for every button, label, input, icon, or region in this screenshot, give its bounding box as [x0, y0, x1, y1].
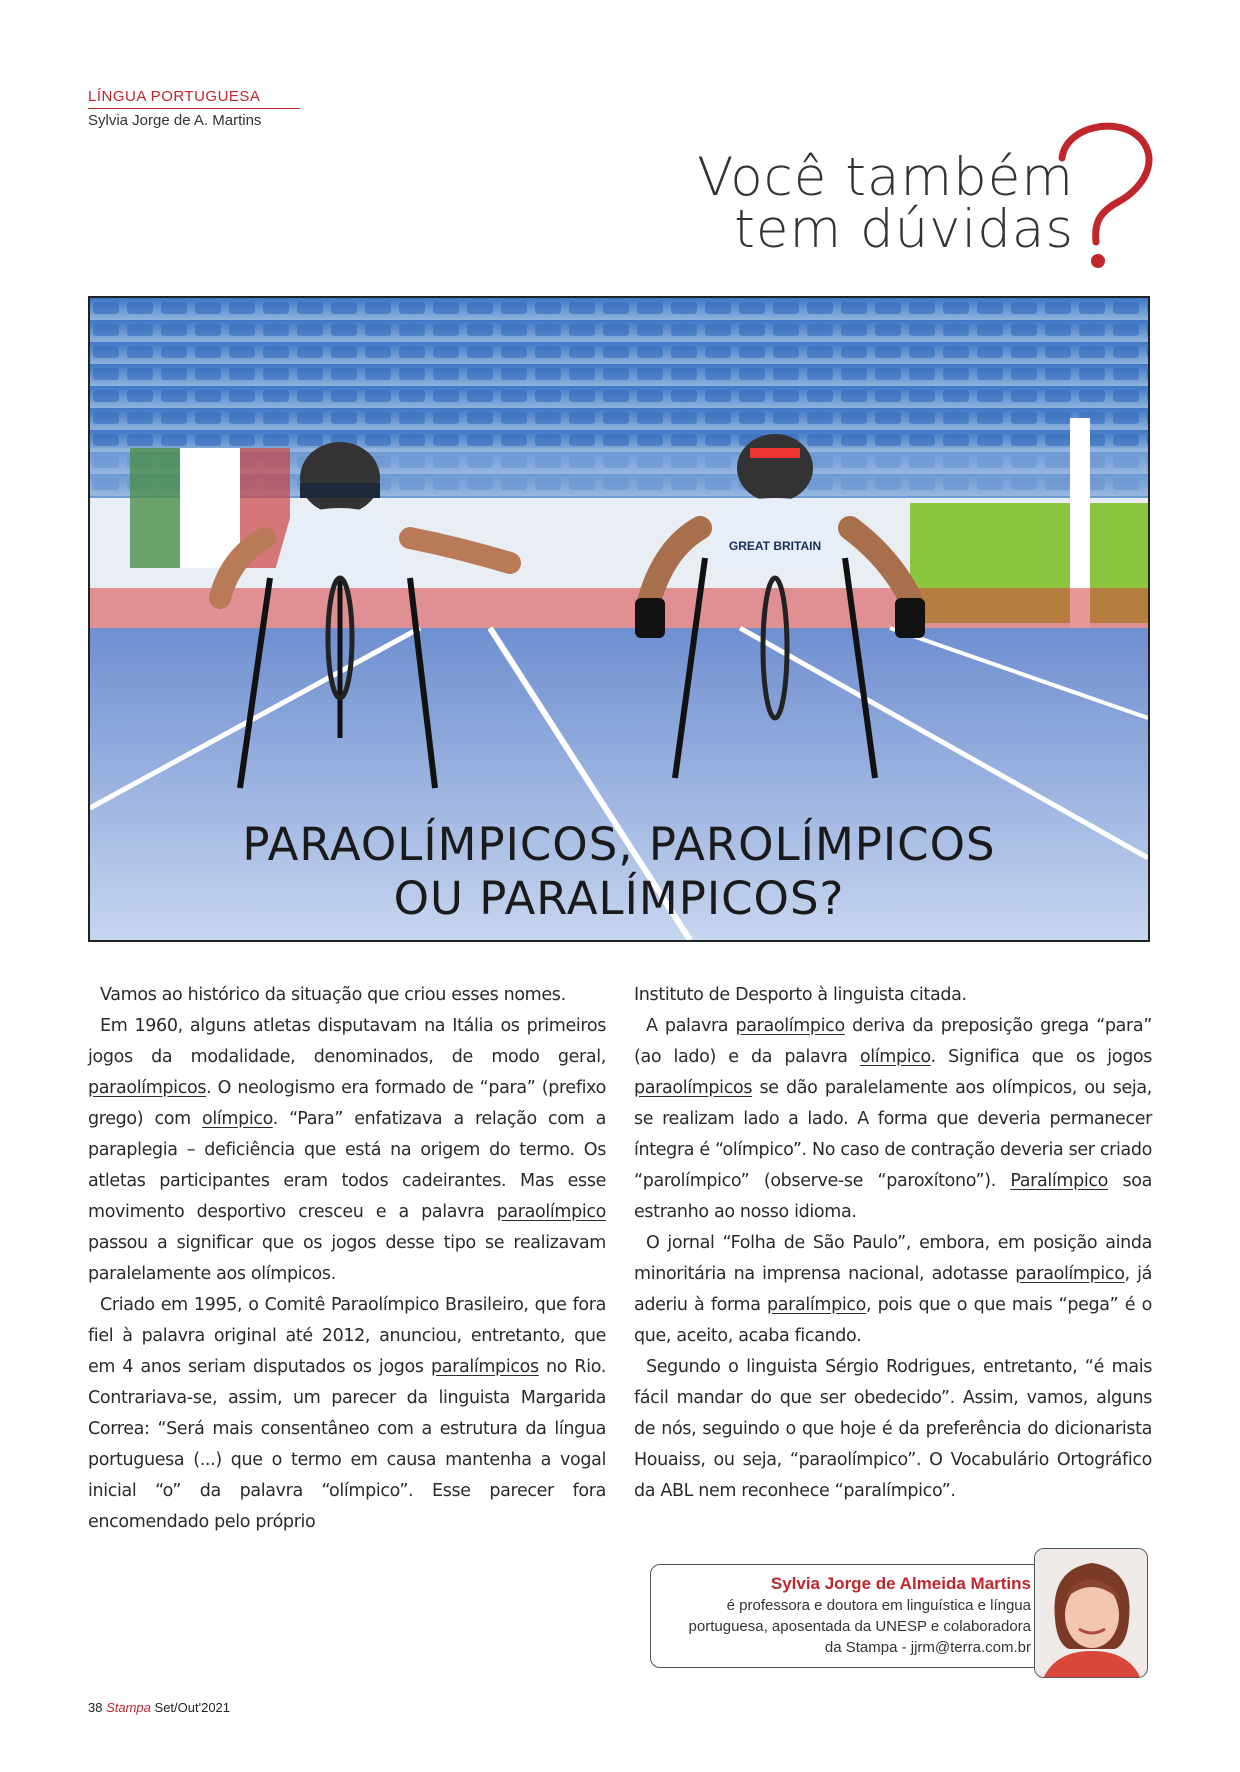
- article-paragraph: [88, 1290, 606, 1538]
- author-line: Sylvia Jorge de A. Martins: [88, 112, 262, 129]
- article-paragraph: [88, 980, 606, 1011]
- bio-line-3: da Stampa - jjrm@terra.com.br: [824, 1639, 1031, 1656]
- paragraph-text: Segundo o linguista Sérgio Rodrigues, entretanto, “é mais fácil mandar do que ser obedecido”. Assim, vamos, alguns de nós, seguindo o que hoje é da preferência do dicionarista Houaiss, ou seja, “paraolímpico”. O Vocabulário Ortográfico da ABL nem reconhece “paralímpico”.: [634, 1357, 1152, 1501]
- underlined-term: Paralímpico: [1010, 1171, 1109, 1191]
- underlined-term: olímpico: [859, 1047, 931, 1067]
- article-paragraph: [634, 1228, 1152, 1352]
- paragraph-text: . “Para” enfatizava a relação com a paraplegia – deficiência que está na origem do termo. Os atletas participantes eram todos cadeirantes. Mas esse movimento desportivo cresceu e a palavra: [88, 1109, 606, 1222]
- article-paragraph: [634, 1011, 1152, 1228]
- section-label: LÍNGUA PORTUGUESA: [88, 88, 261, 105]
- page-footer: [88, 1700, 230, 1715]
- paragraph-text: Em 1960, alguns atletas disputavam na Itália os primeiros jogos da modalidade, denominados, de modo geral,: [88, 1016, 606, 1067]
- paragraph-text: Vamos ao histórico da situação que criou esses nomes.: [100, 985, 566, 1005]
- article-title-line-1: PARAOLÍMPICOS, PAROLÍMPICOS: [242, 818, 996, 871]
- underlined-term: paraolímpico: [1015, 1264, 1125, 1284]
- headline: [697, 147, 1074, 260]
- underlined-term: paraolímpico: [735, 1016, 845, 1036]
- paragraph-text: O jornal “Folha de São Paulo”, embora, em posição ainda minoritária na imprensa nacional, adotasse: [634, 1233, 1152, 1284]
- question-mark-icon: [1048, 118, 1158, 272]
- issue-date: Set/Out'2021: [154, 1700, 231, 1715]
- paragraph-text: soa estranho ao nosso idioma.: [634, 1171, 1152, 1222]
- paragraph-text: , já aderiu à forma: [634, 1264, 1152, 1315]
- paragraph-text: passou a significar que os jogos desse tipo se realizavam paralelamente aos olímpicos.: [88, 1233, 606, 1284]
- magazine-brand: Stampa: [106, 1700, 151, 1715]
- paragraph-text: . O neologismo era formado de “para” (prefixo grego) com: [88, 1078, 606, 1129]
- headline-line-1: Você também: [697, 147, 1074, 208]
- hero-image: [88, 296, 1150, 942]
- paragraph-text: no Rio. Contrariava-se, assim, um parecer da linguista Margarida Correa: “Será mais consentâneo com a estrutura da língua portuguesa (...) que o termo em causa mantenha a vogal inicial “o” da palavra “olímpico”. Esse parecer fora encomendado pelo próprio: [88, 1357, 607, 1532]
- paragraph-text: , pois que o que mais “pega” é o que, aceito, acaba ficando.: [634, 1295, 1152, 1346]
- bio-line-2: portuguesa, aposentada da UNESP e colaboradora: [688, 1618, 1031, 1635]
- paragraph-text: se dão paralelamente aos olímpicos, ou seja, se realizam lado a lado. A forma que deveria permanecer íntegra é “olímpico”. No caso de contração deveria ser criado “parolímpico” (observe-se “paroxítono”).: [634, 1078, 1152, 1191]
- article-column-left: [88, 980, 606, 1538]
- author-portrait-icon: [1035, 1549, 1148, 1678]
- article-title: [90, 818, 1148, 926]
- paragraph-text: Criado em 1995, o Comitê Paraolímpico Brasileiro, que fora fiel à palavra original até 2012, anunciou, entretanto, que em 4 anos seriam disputados os jogos: [88, 1295, 606, 1377]
- underlined-term: paraolímpicos: [88, 1078, 207, 1098]
- bio-name: Sylvia Jorge de Almeida Martins: [770, 1574, 1031, 1593]
- paragraph-text: . Significa que os jogos: [930, 1047, 1152, 1067]
- underlined-term: paraolímpicos: [634, 1078, 753, 1098]
- underlined-term: paraolímpico: [496, 1202, 606, 1222]
- underlined-term: olímpico: [202, 1109, 273, 1129]
- article-title-line-2: OU PARALÍMPICOS?: [393, 872, 845, 925]
- section-divider: [88, 108, 300, 109]
- article-column-right: [634, 980, 1152, 1507]
- article-paragraph: [88, 1011, 606, 1290]
- paragraph-text: Instituto de Desporto à linguista citada.: [634, 985, 967, 1005]
- underlined-term: paralímpicos: [430, 1357, 539, 1377]
- headline-line-2: tem dúvidas: [734, 199, 1074, 260]
- article-paragraph: [634, 980, 1152, 1011]
- page-number: 38: [88, 1700, 103, 1715]
- jersey-text: GREAT BRITAIN: [728, 539, 822, 553]
- paragraph-text: A palavra: [646, 1016, 736, 1036]
- underlined-term: paralímpico: [767, 1295, 867, 1315]
- bio-line-1: é professora e doutora em linguística e língua: [726, 1597, 1031, 1614]
- article-paragraph: [634, 1352, 1152, 1507]
- author-photo: [1034, 1548, 1148, 1678]
- paragraph-text: deriva da preposição grega “para” (ao lado) e da palavra: [634, 1016, 1152, 1067]
- author-bio: [650, 1564, 1042, 1668]
